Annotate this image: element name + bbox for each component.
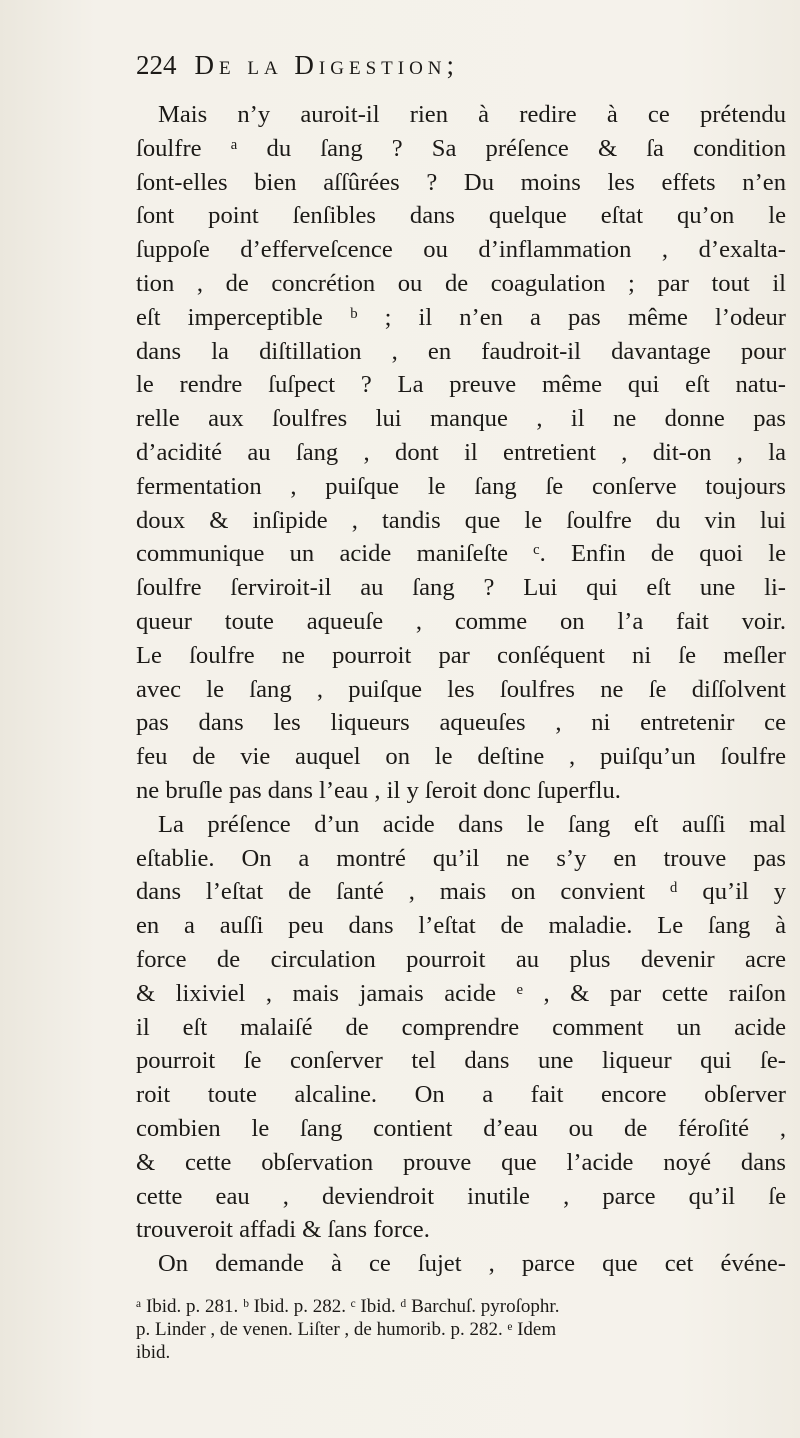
main-text [136,98,786,1281]
text-line: & cette obſervation prouve que l’acide noyé dans [136,1148,786,1176]
text-line: & lixiviel , mais jamais acide ᵉ , & par cette raiſon [136,979,786,1007]
text-line: Le ſoulfre ne pourroit par conſéquent ni ſe meſler [136,641,786,669]
text-line: Mais n’y auroit-il rien à redire à ce prétendu [158,101,786,128]
running-head [136,50,780,94]
text-line: eſtablie. On a montré qu’il ne s’y en trouve pas [136,844,786,872]
text-line: ſoulfre ᵃ du ſang ? Sa préſence & ſa condition [136,134,786,162]
page-number: 224 [136,50,177,80]
text-line: ne bruſle pas dans l’eau , il y ſeroit donc ſuperflu. [136,776,621,804]
text-line: il eſt malaiſé de comprendre comment un acide [136,1013,786,1041]
text-line: ſoulfre ſerviroit-il au ſang ? Lui qui eſt une li- [136,574,786,602]
text-line: pourroit ſe conſerver tel dans une liqueur qui ſe- [136,1047,786,1075]
text-line: eſt imperceptible ᵇ ; il n’en a pas même l’odeur [136,303,786,331]
text-line: avec le ſang , puiſque les ſoulfres ne ſe diſſolvent [136,675,786,703]
text-line: dans la diſtillation , en faudroit-il davantage pour [136,337,786,365]
text-line: ſont point ſenſibles dans quelque eſtat qu’on le [136,202,786,230]
text-line: pas dans les liqueurs aqueuſes , ni entretenir ce [136,709,786,737]
text-line: d’acidité au ſang , dont il entretient , dit-on , la [136,438,786,466]
text-line: trouveroit affadi & ſans force. [136,1216,430,1244]
text-line: roit toute alcaline. On a fait encore obſerver [136,1081,786,1109]
text-line: ſuppoſe d’efferveſcence ou d’inflammation , d’exalta- [136,236,786,264]
text-line: le rendre ſuſpect ? La preuve même qui eſt natu- [136,371,786,399]
footnote-line: ᵃ Ibid. p. 281. ᵇ Ibid. p. 282. ᶜ Ibid. ᵈ Barchuſ. pyroſophr. [136,1295,560,1317]
footnote-line: p. Linder , de venen. Liſter , de humorib. p. 282. ᵉ Idem [136,1318,557,1340]
text-line: doux & inſipide , tandis que le ſoulfre du vin lui [136,506,786,534]
footnotes [136,1295,786,1364]
text-line: feu de vie auquel on le deſtine , puiſqu’un ſoulfre [136,743,786,771]
footnote-line: ibid. [136,1341,171,1363]
text-line: combien le ſang contient d’eau ou de féroſité , [136,1114,786,1142]
text-line: tion , de concrétion ou de coagulation ; par tout il [136,269,786,297]
text-line: cette eau , deviendroit inutile , parce qu’il ſe [136,1182,786,1210]
text-line: communique un acide maniſeſte ᶜ. Enfin de quoi le [136,540,786,568]
text-line: ſont-elles bien aſſûrées ? Du moins les effets n’en [136,168,786,196]
text-line: La préſence d’un acide dans le ſang eſt auſſi mal [158,810,786,838]
running-title: De la Digestion; [194,50,460,80]
text-line: dans l’eſtat de ſanté , mais on convient ᵈ qu’il y [136,878,786,906]
text-line: On demande à ce ſujet , parce que cet événe- [158,1250,786,1278]
text-line: fermentation , puiſque le ſang ſe conſerve toujours [136,472,786,500]
text-line: en a auſſi peu dans l’eſtat de maladie. Le ſang à [136,912,786,940]
text-line: relle aux ſoulfres lui manque , il ne donne pas [136,405,786,433]
text-line: force de circulation pourroit au plus devenir acre [136,945,786,973]
text-line: queur toute aqueuſe , comme on l’a fait voir. [136,607,786,635]
